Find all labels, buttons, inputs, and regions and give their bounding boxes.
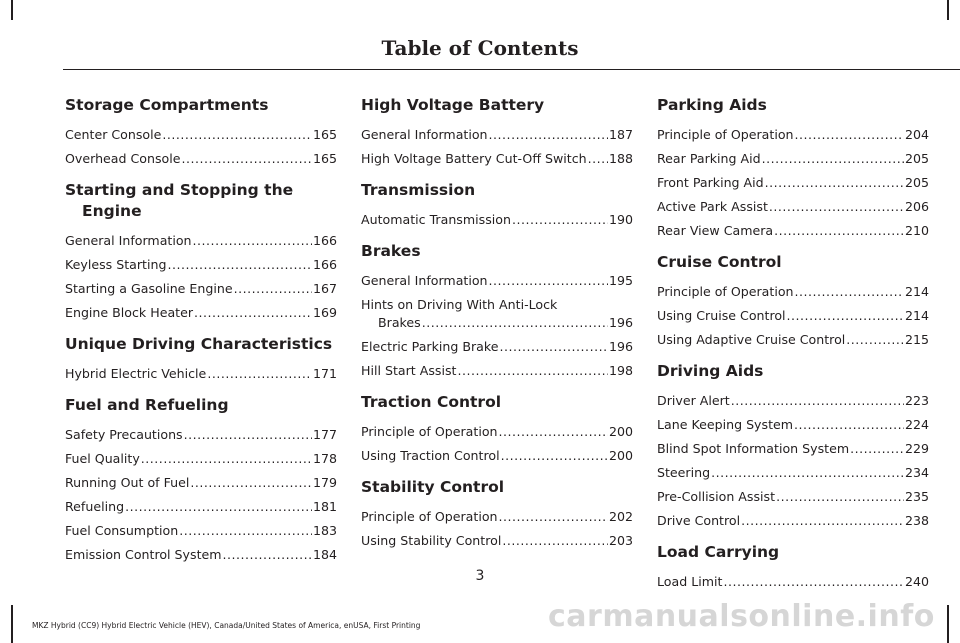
dot-leader [184,427,312,442]
entry-page-number: 177 [312,427,337,442]
toc-section [361,392,633,463]
dot-leader [457,363,607,378]
dot-leader [141,451,312,466]
dot-leader [499,424,608,439]
entry-title: Front Parking Aid [657,175,764,190]
toc-entry[interactable] [657,393,929,408]
entry-title: General Information [361,273,488,288]
entry-title: Engine Block Heater [65,305,194,320]
toc-entry[interactable] [657,175,929,190]
entry-page-number: 206 [904,199,929,214]
dot-leader [769,199,904,214]
section-heading [361,392,633,413]
toc-entry[interactable] [361,363,633,378]
toc-section [65,395,337,562]
entry-page-number: 234 [904,465,929,480]
dot-leader [193,233,312,248]
entry-page-number: 183 [312,523,337,538]
entry-title: General Information [361,127,488,142]
section-heading-text: Brakes [361,242,421,260]
entry-title: Fuel Consumption [65,523,179,538]
entry-title: Load Limit [657,574,723,589]
entry-title: Automatic Transmission [361,212,511,227]
toc-entry[interactable] [65,257,337,272]
section-heading-text: Stability Control [361,478,505,496]
toc-entry[interactable] [361,273,633,288]
toc-entry[interactable] [65,523,337,538]
toc-entry[interactable] [657,151,929,166]
dot-leader [207,366,312,381]
dot-leader [794,417,904,432]
toc-entry[interactable] [65,499,337,514]
toc-entry[interactable] [65,281,337,296]
dot-leader [234,281,312,296]
entry-page-number: 190 [608,212,633,227]
toc-column-2 [361,95,633,562]
entry-page-number: 205 [904,151,929,166]
entry-title: Fuel Quality [65,451,140,466]
dot-leader [501,448,608,463]
dot-leader [762,151,904,166]
toc-entry[interactable] [657,223,929,238]
entry-title: Using Stability Control [361,533,502,548]
section-heading [65,395,337,416]
toc-entry[interactable] [657,489,929,504]
entry-title: High Voltage Battery Cut-Off Switch [361,151,587,166]
watermark: carmanualsonline.info [548,599,935,634]
entry-title: Principle of Operation [657,127,794,142]
entry-title: Hybrid Electric Vehicle [65,366,207,381]
section-heading-text: Cruise Control [657,253,782,271]
entry-page-number: 229 [904,441,929,456]
entry-page-number: 203 [608,533,633,548]
section-heading [361,95,633,116]
entry-title: Keyless Starting [65,257,167,272]
entry-page-number: 167 [312,281,337,296]
toc-entry[interactable] [657,332,929,347]
section-heading [361,477,633,498]
entry-page-number: 195 [608,273,633,288]
toc-section [657,252,929,347]
toc-entry[interactable] [361,151,633,166]
dot-leader [711,465,904,480]
toc-entry[interactable] [65,366,337,381]
entry-page-number: 166 [312,257,337,272]
entry-title: Principle of Operation [361,424,498,439]
dot-leader [182,151,312,166]
entry-title: Lane Keeping System [657,417,794,432]
toc-entry[interactable] [65,305,337,320]
entry-page-number: 184 [312,547,337,562]
toc-entry[interactable] [657,308,929,323]
entry-page-number: 223 [904,393,929,408]
entry-title: Drive Control [657,513,741,528]
toc-entry[interactable] [361,448,633,463]
entry-page-number: 200 [608,424,633,439]
entry-page-number: 169 [312,305,337,320]
entry-title: Active Park Assist [657,199,768,214]
entry-title: Principle of Operation [657,284,794,299]
dot-leader [776,489,904,504]
entry-page-number: 205 [904,175,929,190]
dot-leader [489,127,608,142]
section-heading-text: Fuel and Refueling [65,396,229,414]
entry-page-number: 210 [904,223,929,238]
crop-mark [947,605,949,643]
entry-title: Electric Parking Brake [361,339,499,354]
dot-leader [741,513,904,528]
toc-entry[interactable] [657,284,929,299]
entry-page-number: 178 [312,451,337,466]
entry-page-number: 200 [608,448,633,463]
section-heading [65,180,337,222]
entry-title: General Information [65,233,192,248]
section-heading [361,241,633,262]
dot-leader [499,509,608,524]
entry-page-number: 235 [904,489,929,504]
entry-page-number: 224 [904,417,929,432]
entry-page-number: 171 [312,366,337,381]
entry-title: Refueling [65,499,125,514]
section-heading-text: Traction Control [361,393,502,411]
crop-mark [947,0,949,20]
dot-leader [846,332,904,347]
dot-leader [179,523,312,538]
entry-title: Using Traction Control [361,448,500,463]
section-heading-text: Starting and Stopping the [65,181,294,199]
toc-section [65,95,337,166]
entry-title: Using Adaptive Cruise Control [657,332,846,347]
entry-title: Using Cruise Control [657,308,786,323]
toc-entry[interactable] [361,509,633,524]
section-heading-continuation: Engine [82,202,142,220]
section-heading [657,252,929,273]
section-heading-text: Unique Driving Characteristics [65,335,333,353]
entry-page-number: 187 [608,127,633,142]
toc-section [361,241,633,378]
entry-page-number: 181 [312,499,337,514]
entry-title: Pre-Collision Assist [657,489,776,504]
toc-entry[interactable] [361,339,633,354]
dot-leader [167,257,312,272]
section-heading-text: Load Carrying [657,543,780,561]
toc-entry[interactable] [361,127,633,142]
dot-leader [125,499,312,514]
toc-entry[interactable] [657,127,929,142]
entry-title: Hill Start Assist [361,363,457,378]
dot-leader [162,127,312,142]
dot-leader [774,223,904,238]
crop-mark [11,605,13,643]
dot-leader [795,127,904,142]
toc-entry[interactable] [65,547,337,562]
crop-mark [11,0,13,20]
entry-page-number: 238 [904,513,929,528]
section-heading [657,95,929,116]
section-heading-text: High Voltage Battery [361,96,545,114]
dot-leader [190,475,312,490]
dot-leader [502,533,608,548]
toc-entry[interactable] [657,417,929,432]
entry-title: Rear View Camera [657,223,774,238]
section-heading [65,95,337,116]
entry-page-number: 215 [904,332,929,347]
title-divider [63,69,960,70]
entry-title: Emission Control System [65,547,222,562]
entry-page-number: 196 [608,315,633,330]
dot-leader [850,441,904,456]
section-heading-text: Parking Aids [657,96,767,114]
toc-entry[interactable] [361,297,633,330]
entry-title-continuation: Brakes [378,315,421,330]
section-heading [361,180,633,201]
toc-section [65,334,337,381]
toc-entry[interactable] [65,233,337,248]
entry-page-number: 202 [608,509,633,524]
section-heading-text: Transmission [361,181,476,199]
entry-page-number: 214 [904,284,929,299]
toc-section [361,95,633,166]
entry-page-number: 179 [312,475,337,490]
entry-page-number: 196 [608,339,633,354]
entry-title: Blind Spot Information System [657,441,850,456]
toc-section [361,477,633,548]
entry-page-number: 198 [608,363,633,378]
toc-entry[interactable] [657,441,929,456]
section-heading-text: Driving Aids [657,362,764,380]
entry-title: Safety Precautions [65,427,183,442]
toc-entry[interactable] [361,424,633,439]
entry-page-number: 188 [608,151,633,166]
footer-text: MKZ Hybrid (CC9) Hybrid Electric Vehicle (HEV), Canada/United States of America, enUSA, First Printing [32,621,421,630]
entry-page-number: 166 [312,233,337,248]
toc-entry[interactable] [65,427,337,442]
section-heading-text: Storage Compartments [65,96,269,114]
toc-entry[interactable] [361,533,633,548]
dot-leader [422,315,608,330]
page-title: Table of Contents [381,36,579,60]
entry-title: Hints on Driving With Anti-Lock [361,297,558,312]
toc-section [361,180,633,227]
entry-title: Center Console [65,127,162,142]
toc-entry[interactable] [361,212,633,227]
toc-section [657,361,929,528]
section-heading [657,361,929,382]
toc-entry[interactable] [65,451,337,466]
page-number: 3 [475,568,485,584]
toc-entry[interactable] [65,475,337,490]
dot-leader [489,273,608,288]
entry-title: Running Out of Fuel [65,475,190,490]
toc-entry[interactable] [657,465,929,480]
entry-title: Overhead Console [65,151,181,166]
dot-leader [765,175,904,190]
dot-leader [194,305,312,320]
entry-title: Principle of Operation [361,509,498,524]
dot-leader [787,308,904,323]
section-heading [657,542,929,563]
toc-column-1 [65,95,337,576]
toc-section [65,180,337,320]
entry-title: Steering [657,465,711,480]
dot-leader [588,151,608,166]
toc-column-3 [657,95,929,603]
entry-title: Rear Parking Aid [657,151,761,166]
dot-leader [731,393,904,408]
entry-page-number: 165 [312,151,337,166]
entry-page-number: 214 [904,308,929,323]
toc-entry[interactable] [657,199,929,214]
dot-leader [223,547,312,562]
entry-title: Starting a Gasoline Engine [65,281,233,296]
toc-entry[interactable] [65,127,337,142]
entry-title: Driver Alert [657,393,730,408]
entry-page-number: 240 [904,574,929,589]
entry-page-number: 204 [904,127,929,142]
dot-leader [512,212,608,227]
section-heading [65,334,337,355]
toc-entry[interactable] [657,513,929,528]
toc-section [657,95,929,238]
entry-page-number: 165 [312,127,337,142]
dot-leader [795,284,904,299]
dot-leader [500,339,608,354]
toc-entry[interactable] [65,151,337,166]
